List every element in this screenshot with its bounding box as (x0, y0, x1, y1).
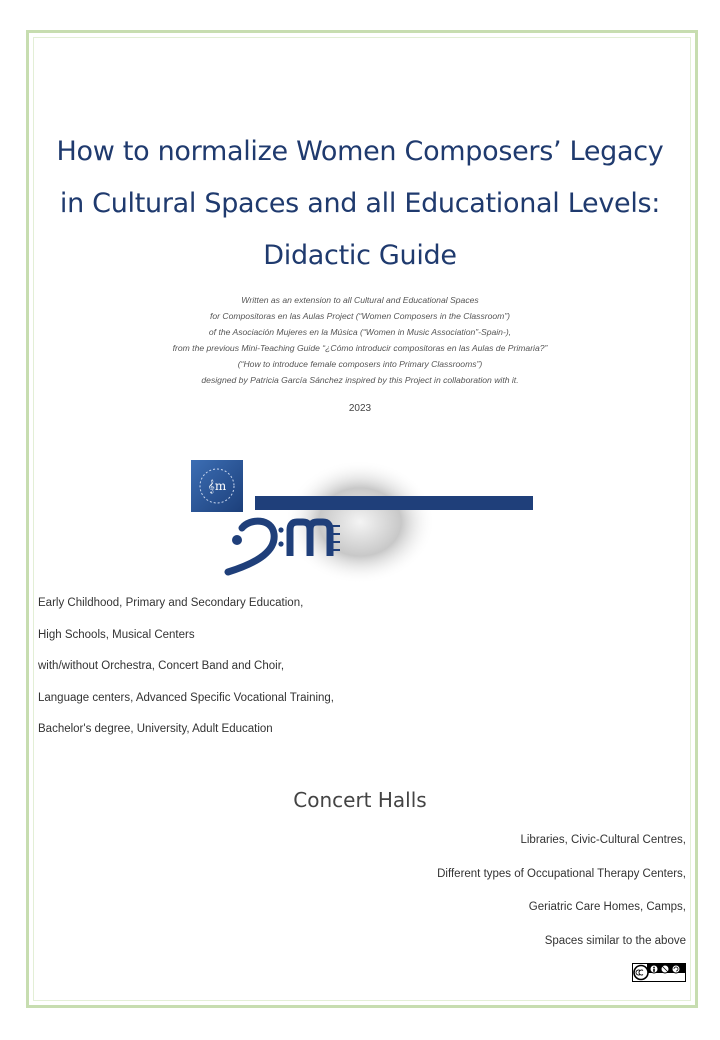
subtitle-line: (“How to introduce female composers into Primary Classrooms”) (237, 359, 483, 369)
subtitle-line: from the previous Mini-Teaching Guide “¿Cómo introducir compositoras en las Aulas de Primaria?” (172, 343, 548, 353)
title-line-2: in Cultural Spaces and all Educational Levels: (59, 188, 661, 219)
subtitle-line: of the Asociación Mujeres en la Música (“Women in Music Association”-Spain-), (208, 327, 512, 337)
list-item: Early Childhood, Primary and Secondary Education, (38, 597, 304, 609)
education-levels-list (38, 597, 334, 755)
subtitle-line: designed by Patricia García Sánchez inspired by this Project in collaboration with it. (201, 375, 519, 385)
year: 2023 (348, 403, 372, 414)
svg-text:𝄞m: 𝄞m (207, 479, 227, 493)
mujeres-en-la-musica-logo (180, 452, 540, 582)
subtitle-line: Written as an extension to all Cultural and Educational Spaces (241, 295, 479, 305)
concert-halls-heading: Concert Halls (293, 788, 427, 812)
title-line-1: How to normalize Women Composers’ Legacy (56, 136, 664, 167)
list-item: with/without Orchestra, Concert Band and Choir, (38, 660, 285, 672)
list-item: Geriatric Care Homes, Camps, (528, 901, 686, 913)
cultural-spaces-list (437, 834, 686, 968)
list-item: Different types of Occupational Therapy Centers, (437, 867, 686, 880)
subtitle-line: for Compositoras en las Aulas Project (“Women Composers in the Classroom”) (209, 311, 511, 321)
title-line-3: Didactic Guide (263, 240, 457, 271)
list-item: Bachelor's degree, University, Adult Education (38, 723, 273, 735)
list-item: High Schools, Musical Centers (38, 628, 195, 641)
list-item: Libraries, Civic-Cultural Centres, (520, 834, 686, 846)
list-item: Language centers, Advanced Specific Vocational Training, (38, 691, 335, 704)
list-item: Spaces similar to the above (544, 934, 686, 947)
subtitle-block (0, 292, 720, 388)
cc-by-nc-sa-icon (632, 963, 686, 982)
